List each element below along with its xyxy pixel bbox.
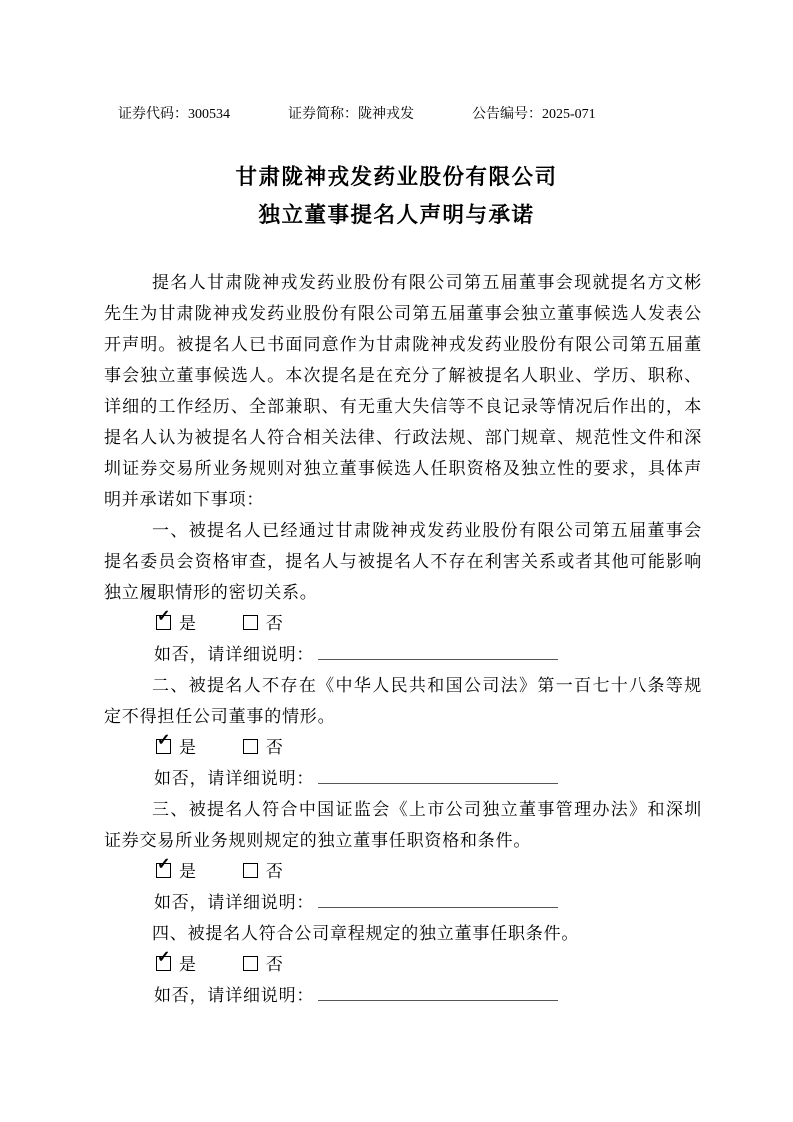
- explain-label-2: 如否，请详细说明：: [154, 769, 315, 788]
- choice-row-4: [104, 949, 702, 980]
- choice-row-1: [104, 608, 702, 639]
- no-checkbox-4[interactable]: [243, 956, 258, 971]
- no-checkbox-2[interactable]: [243, 739, 258, 754]
- no-checkbox-3[interactable]: [243, 863, 258, 878]
- explain-row-1: [104, 639, 702, 670]
- explain-blank-4[interactable]: [318, 984, 558, 1001]
- statement-3: 三、被提名人符合中国证监会《上市公司独立董事管理办法》和深圳证券交易所业务规则规定的独立董事任职资格和条件。: [104, 800, 702, 850]
- check-icon: ✓: [157, 856, 171, 873]
- check-icon: ✓: [157, 949, 171, 966]
- yes-label-3: 是: [179, 862, 197, 881]
- explain-blank-3[interactable]: [318, 891, 558, 908]
- yes-label-2: 是: [179, 738, 197, 757]
- no-checkbox-1[interactable]: [243, 615, 258, 630]
- stock-short-name: 证券简称：陇神戎发: [288, 107, 414, 122]
- explain-blank-2[interactable]: [318, 767, 558, 784]
- document-body: [104, 267, 702, 1011]
- statement-2: 二、被提名人不存在《中华人民共和国公司法》第一百七十八条等规定不得担任公司董事的情形。: [104, 676, 702, 726]
- yes-label-4: 是: [179, 955, 197, 974]
- check-icon: ✓: [157, 608, 171, 625]
- no-label-4: 否: [265, 955, 284, 974]
- statement-1: 一、被提名人已经通过甘肃陇神戎发药业股份有限公司第五届董事会提名委员会资格审查，提名人与被提名人不存在利害关系或者其他可能影响独立履职情形的密切关系。: [104, 521, 702, 602]
- yes-label-1: 是: [179, 614, 197, 633]
- explain-row-4: [104, 980, 702, 1011]
- yes-checkbox-4[interactable]: [156, 949, 171, 971]
- explain-row-3: [104, 887, 702, 918]
- choice-row-3: [104, 856, 702, 887]
- yes-checkbox-3[interactable]: [156, 856, 171, 878]
- intro-paragraph: 提名人甘肃陇神戎发药业股份有限公司第五届董事会现就提名方文彬先生为甘肃陇神戎发药业股份有限公司第五届董事会独立董事候选人发表公开声明。被提名人已书面同意作为甘肃陇神戎发药业股份有限公司第五届董事会独立董事候选人。本次提名是在充分了解被提名人职业、学历、职称、详细的工作经历、全部兼职、有无重大失信等不良记录等情况后作出的，本提名人认为被提名人符合相关法律、行政法规、部门规章、规范性文件和深圳证券交易所业务规则对独立董事候选人任职资格及独立性的要求，具体声明并承诺如下事项：: [104, 273, 702, 509]
- securities-header: [118, 103, 596, 123]
- check-icon: ✓: [157, 732, 171, 749]
- no-label-2: 否: [265, 738, 284, 757]
- explain-label-4: 如否，请详细说明：: [154, 986, 315, 1005]
- explain-blank-1[interactable]: [318, 643, 558, 660]
- explain-row-2: [104, 763, 702, 794]
- document-subtitle: 独立董事提名人声明与承诺: [258, 203, 535, 227]
- announcement-number: 公告编号：2025-071: [472, 107, 596, 122]
- no-label-1: 否: [265, 614, 284, 633]
- yes-checkbox-1[interactable]: [156, 608, 171, 630]
- statement-4: 四、被提名人符合公司章程规定的独立董事任职条件。: [152, 924, 580, 943]
- company-title: 甘肃陇神戎发药业股份有限公司: [235, 165, 558, 189]
- no-label-3: 否: [265, 862, 284, 881]
- choice-row-2: [104, 732, 702, 763]
- stock-code: 证券代码：300534: [118, 107, 230, 122]
- yes-checkbox-2[interactable]: [156, 732, 171, 754]
- explain-label-3: 如否，请详细说明：: [154, 893, 315, 912]
- explain-label-1: 如否，请详细说明：: [154, 645, 315, 664]
